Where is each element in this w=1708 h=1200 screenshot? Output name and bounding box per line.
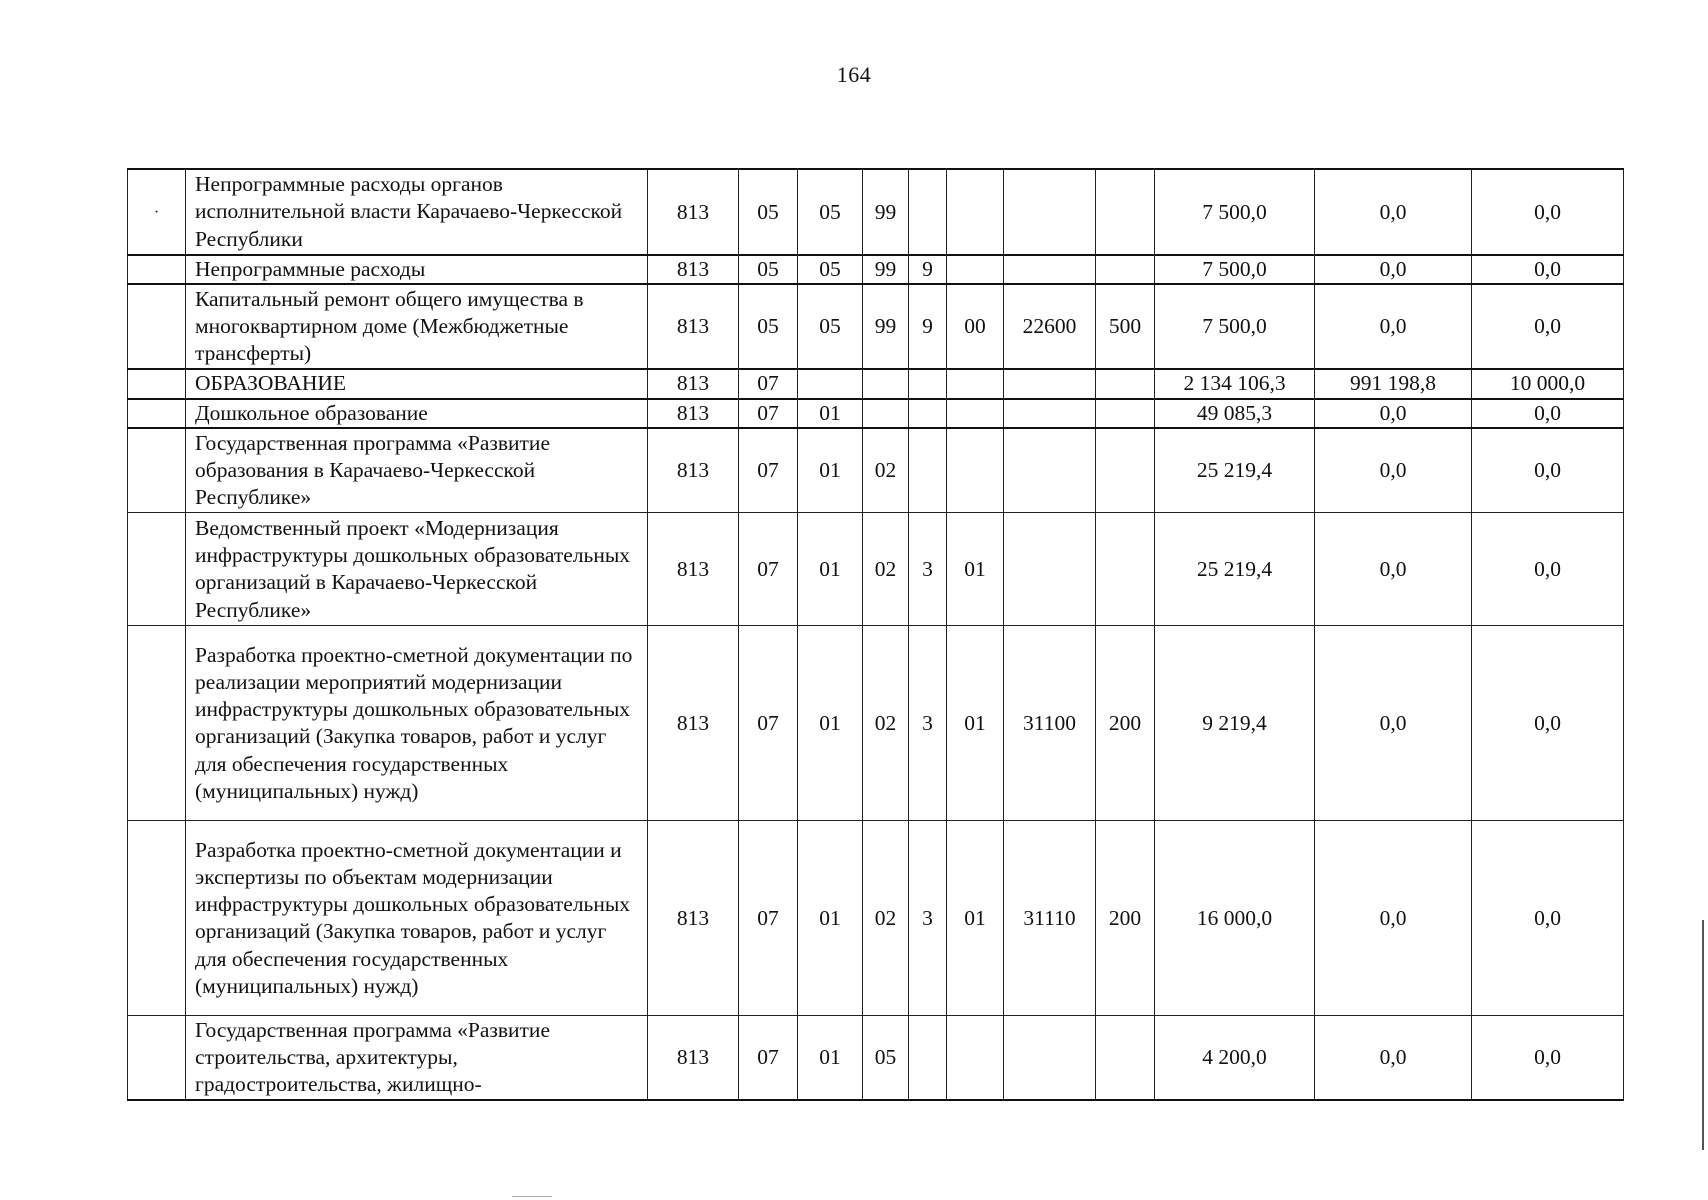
subprogram-code: 3: [909, 513, 947, 626]
row-marker: [128, 821, 186, 1016]
rz-code: 07: [739, 513, 798, 626]
sum-year-2: 0,0: [1315, 169, 1472, 255]
sum-year-1: 7 500,0: [1155, 169, 1315, 255]
page-number: 164: [836, 62, 872, 87]
program-code: [863, 399, 909, 428]
subprogram-code: 3: [909, 626, 947, 821]
sum-year-1: 25 219,4: [1155, 513, 1315, 626]
table-row: [128, 1016, 1624, 1100]
sum-year-3: 0,0: [1472, 428, 1624, 513]
table-row: [128, 513, 1624, 626]
subprogram-code: [909, 399, 947, 428]
sum-year-2: 0,0: [1315, 428, 1472, 513]
direction-code: [1004, 1016, 1096, 1100]
pr-code: 01: [798, 626, 863, 821]
direction-code: [1004, 255, 1096, 284]
row-marker: [128, 1016, 186, 1100]
budget-table: [127, 168, 1624, 1101]
gr-code: 813: [648, 399, 739, 428]
scan-edge-line: [1702, 920, 1704, 1150]
sum-year-2: 0,0: [1315, 1016, 1472, 1100]
row-marker: [128, 626, 186, 821]
sum-year-1: 49 085,3: [1155, 399, 1315, 428]
subprogram-code: [909, 369, 947, 398]
gr-code: 813: [648, 169, 739, 255]
subprogram-code: 9: [909, 255, 947, 284]
rz-code: 07: [739, 428, 798, 513]
expense-name: Капитальный ремонт общего имущества в многоквартирном доме (Межбюджетные трансферты): [186, 284, 648, 369]
vr-code: [1096, 255, 1155, 284]
gr-code: 813: [648, 821, 739, 1016]
project-code: [947, 428, 1004, 513]
expense-name: Непрограммные расходы: [186, 255, 648, 284]
vr-code: 200: [1096, 626, 1155, 821]
pr-code: 05: [798, 169, 863, 255]
direction-code: 22600: [1004, 284, 1096, 369]
gr-code: 813: [648, 428, 739, 513]
sum-year-2: 0,0: [1315, 513, 1472, 626]
gr-code: 813: [648, 284, 739, 369]
direction-code: [1004, 428, 1096, 513]
project-code: 01: [947, 513, 1004, 626]
sum-year-3: 0,0: [1472, 169, 1624, 255]
rz-code: 07: [739, 626, 798, 821]
rz-code: 05: [739, 255, 798, 284]
direction-code: [1004, 513, 1096, 626]
expense-name: Государственная программа «Развитие образования в Карачаево-Черкесской Республике»: [186, 428, 648, 513]
sum-year-3: 0,0: [1472, 821, 1624, 1016]
subprogram-code: [909, 1016, 947, 1100]
row-marker: ·: [128, 169, 186, 255]
pr-code: [798, 369, 863, 398]
program-code: 02: [863, 626, 909, 821]
rz-code: 07: [739, 369, 798, 398]
sum-year-2: 0,0: [1315, 626, 1472, 821]
gr-code: 813: [648, 1016, 739, 1100]
project-code: 00: [947, 284, 1004, 369]
sum-year-2: 0,0: [1315, 821, 1472, 1016]
expense-name: Разработка проектно-сметной документации и экспертизы по объектам модернизации инфраструктуры дошкольных образовательных организаций (Закупка товаров, работ и услуг для обеспечения государственных (муниципальных) нужд): [186, 821, 648, 1016]
sum-year-1: 4 200,0: [1155, 1016, 1315, 1100]
expense-name: ОБРАЗОВАНИЕ: [186, 369, 648, 398]
project-code: 01: [947, 626, 1004, 821]
direction-code: [1004, 169, 1096, 255]
program-code: 99: [863, 255, 909, 284]
sum-year-3: 0,0: [1472, 284, 1624, 369]
pr-code: 01: [798, 399, 863, 428]
project-code: 01: [947, 821, 1004, 1016]
vr-code: 500: [1096, 284, 1155, 369]
program-code: 02: [863, 428, 909, 513]
sum-year-1: 25 219,4: [1155, 428, 1315, 513]
vr-code: [1096, 369, 1155, 398]
direction-code: 31100: [1004, 626, 1096, 821]
table-row: [128, 428, 1624, 513]
table-row: [128, 169, 1624, 255]
pr-code: 01: [798, 1016, 863, 1100]
sum-year-3: 0,0: [1472, 399, 1624, 428]
project-code: [947, 1016, 1004, 1100]
vr-code: [1096, 513, 1155, 626]
subprogram-code: [909, 428, 947, 513]
program-code: 99: [863, 284, 909, 369]
sum-year-3: 0,0: [1472, 513, 1624, 626]
rz-code: 07: [739, 1016, 798, 1100]
sum-year-3: 10 000,0: [1472, 369, 1624, 398]
direction-code: [1004, 369, 1096, 398]
expense-name: Дошкольное образование: [186, 399, 648, 428]
row-marker: [128, 428, 186, 513]
pr-code: 01: [798, 821, 863, 1016]
table-row: [128, 626, 1624, 821]
project-code: [947, 255, 1004, 284]
subprogram-code: [909, 169, 947, 255]
gr-code: 813: [648, 255, 739, 284]
expense-name: Разработка проектно-сметной документации по реализации мероприятий модернизации инфраструктуры дошкольных образовательных организаций (Закупка товаров, работ и услуг для обеспечения государственных (муниципальных) нужд): [186, 626, 648, 821]
sum-year-2: 0,0: [1315, 399, 1472, 428]
project-code: [947, 369, 1004, 398]
sum-year-3: 0,0: [1472, 1016, 1624, 1100]
sum-year-3: 0,0: [1472, 626, 1624, 821]
sum-year-2: 991 198,8: [1315, 369, 1472, 398]
sum-year-2: 0,0: [1315, 284, 1472, 369]
gr-code: 813: [648, 626, 739, 821]
program-code: 02: [863, 821, 909, 1016]
table-row: [128, 369, 1624, 398]
pr-code: 01: [798, 428, 863, 513]
program-code: 02: [863, 513, 909, 626]
expense-name: Ведомственный проект «Модернизация инфраструктуры дошкольных образовательных организаций в Карачаево-Черкесской Республике»: [186, 513, 648, 626]
row-marker: [128, 399, 186, 428]
vr-code: [1096, 169, 1155, 255]
rz-code: 05: [739, 169, 798, 255]
row-marker: [128, 284, 186, 369]
expense-name: Государственная программа «Развитие строительства, архитектуры, градостроительства, жилищно-: [186, 1016, 648, 1100]
pr-code: 05: [798, 284, 863, 369]
pr-code: 05: [798, 255, 863, 284]
table-row: [128, 399, 1624, 428]
gr-code: 813: [648, 513, 739, 626]
sum-year-1: 7 500,0: [1155, 255, 1315, 284]
direction-code: 31110: [1004, 821, 1096, 1016]
row-marker: [128, 255, 186, 284]
subprogram-code: 3: [909, 821, 947, 1016]
program-code: 05: [863, 1016, 909, 1100]
vr-code: [1096, 428, 1155, 513]
sum-year-1: 7 500,0: [1155, 284, 1315, 369]
gr-code: 813: [648, 369, 739, 398]
vr-code: 200: [1096, 821, 1155, 1016]
program-code: [863, 369, 909, 398]
pr-code: 01: [798, 513, 863, 626]
subprogram-code: 9: [909, 284, 947, 369]
sum-year-2: 0,0: [1315, 255, 1472, 284]
table-row: [128, 255, 1624, 284]
vr-code: [1096, 399, 1155, 428]
direction-code: [1004, 399, 1096, 428]
rz-code: 07: [739, 821, 798, 1016]
sum-year-1: 2 134 106,3: [1155, 369, 1315, 398]
project-code: [947, 169, 1004, 255]
sum-year-1: 9 219,4: [1155, 626, 1315, 821]
row-marker: [128, 513, 186, 626]
project-code: [947, 399, 1004, 428]
expense-name: Непрограммные расходы органов исполнительной власти Карачаево-Черкесской Республики: [186, 169, 648, 255]
sum-year-1: 16 000,0: [1155, 821, 1315, 1016]
vr-code: [1096, 1016, 1155, 1100]
table-row: [128, 821, 1624, 1016]
scan-dots: [512, 1196, 552, 1197]
program-code: 99: [863, 169, 909, 255]
rz-code: 05: [739, 284, 798, 369]
sum-year-3: 0,0: [1472, 255, 1624, 284]
rz-code: 07: [739, 399, 798, 428]
table-row: [128, 284, 1624, 369]
row-marker: [128, 369, 186, 398]
